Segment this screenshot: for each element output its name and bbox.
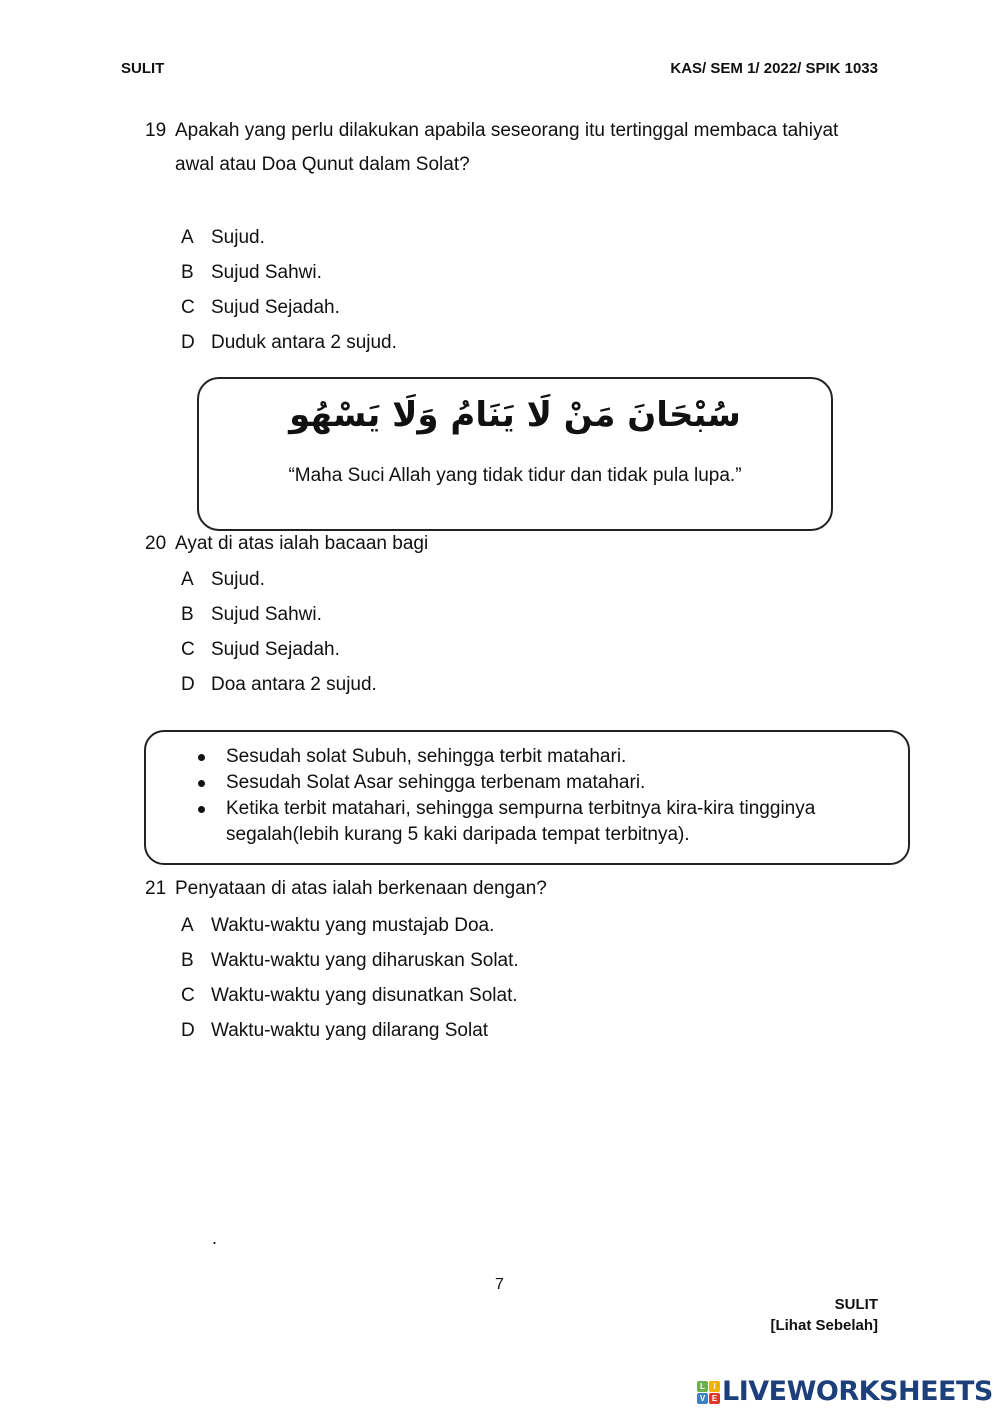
logo-wordmark: LIVEWORKSHEETS: [722, 1376, 993, 1407]
option-letter: C: [181, 985, 195, 1006]
option-text: Sujud Sejadah.: [211, 639, 340, 660]
stray-mark: .: [212, 1228, 218, 1248]
question-text: Ayat di atas ialah bacaan bagi: [175, 533, 429, 554]
bullet-icon: [198, 806, 205, 813]
option-letter: D: [181, 332, 195, 353]
question-19: [145, 114, 905, 182]
question-20-option-a[interactable]: [181, 568, 265, 592]
option-letter: C: [181, 297, 195, 318]
logo-block-e: E: [709, 1393, 720, 1404]
statements-list: [146, 744, 908, 848]
option-text: Waktu-waktu yang disunatkan Solat.: [211, 985, 518, 1006]
question-number: 19: [145, 120, 167, 141]
question-21-option-b[interactable]: [181, 949, 519, 973]
option-letter: C: [181, 639, 195, 660]
question-text: Penyataan di atas ialah berkenaan dengan?: [175, 878, 547, 899]
question-21-option-c[interactable]: [181, 984, 518, 1008]
question-text-line2: awal atau Doa Qunut dalam Solat?: [175, 154, 470, 175]
option-text: Doa antara 2 sujud.: [211, 674, 377, 695]
logo-block-i: I: [709, 1381, 720, 1392]
option-letter: B: [181, 950, 194, 971]
logo-block-v: V: [697, 1393, 708, 1404]
option-letter: D: [181, 674, 195, 695]
arabic-verse: سُبْحَانَ مَنْ لَا يَنَامُ وَلَا يَسْهُو: [289, 395, 741, 435]
question-20-stem: [145, 527, 428, 561]
statement-item-continuation: segalah(lebih kurang 5 kaki daripada tempat terbitnya).: [226, 824, 690, 845]
question-number: 20: [145, 533, 167, 554]
option-letter: D: [181, 1020, 195, 1041]
bullet-icon: [198, 780, 205, 787]
question-number: 21: [145, 878, 167, 899]
question-19-option-b[interactable]: [181, 261, 322, 285]
option-text: Sujud Sahwi.: [211, 604, 322, 625]
option-text: Sujud Sejadah.: [211, 297, 340, 318]
question-20-option-c[interactable]: [181, 638, 340, 662]
statements-box: [144, 730, 910, 865]
question-19-stem: [145, 114, 905, 182]
option-letter: B: [181, 604, 194, 625]
option-letter: B: [181, 262, 194, 283]
question-20-option-d[interactable]: [181, 673, 377, 697]
statement-item: Sesudah solat Subuh, sehingga terbit matahari.: [146, 744, 908, 770]
option-text: Waktu-waktu yang diharuskan Solat.: [211, 950, 519, 971]
question-19-option-c[interactable]: [181, 296, 340, 320]
option-text: Sujud.: [211, 569, 265, 590]
footer-classification: SULIT: [834, 1296, 878, 1313]
header-course-code: KAS/ SEM 1/ 2022/ SPIK 1033: [670, 60, 878, 77]
option-text: Waktu-waktu yang dilarang Solat: [211, 1020, 489, 1041]
question-21-option-d[interactable]: [181, 1019, 488, 1043]
header-classification: SULIT: [121, 60, 165, 77]
liveworksheets-logo: [697, 1378, 993, 1406]
option-letter: A: [181, 915, 194, 936]
page-number: 7: [495, 1276, 504, 1293]
question-21-option-a[interactable]: [181, 914, 494, 938]
option-text: Duduk antara 2 sujud.: [211, 332, 397, 353]
option-letter: A: [181, 227, 194, 248]
live-blocks-icon: [697, 1381, 720, 1404]
option-text: Sujud Sahwi.: [211, 262, 322, 283]
question-21-stem: [145, 872, 547, 906]
verse-translation: “Maha Suci Allah yang tidak tidur dan tidak pula lupa.”: [288, 465, 742, 486]
option-text: Sujud.: [211, 227, 265, 248]
logo-block-l: L: [697, 1381, 708, 1392]
question-19-option-d[interactable]: [181, 331, 397, 355]
statement-item: Ketika terbit matahari, sehingga sempurna terbitnya kira-kira tingginya: [146, 796, 908, 822]
arabic-verse-box: [197, 377, 833, 531]
footer-next-page: [Lihat Sebelah]: [770, 1317, 878, 1334]
question-20-option-b[interactable]: [181, 603, 322, 627]
question-19-option-a[interactable]: [181, 226, 265, 250]
option-text: Waktu-waktu yang mustajab Doa.: [211, 915, 495, 936]
statement-item: Sesudah Solat Asar sehingga terbenam matahari.: [146, 770, 908, 796]
question-text-line1: Apakah yang perlu dilakukan apabila seseorang itu tertinggal membaca tahiyat: [175, 120, 839, 141]
bullet-icon: [198, 754, 205, 761]
option-letter: A: [181, 569, 194, 590]
